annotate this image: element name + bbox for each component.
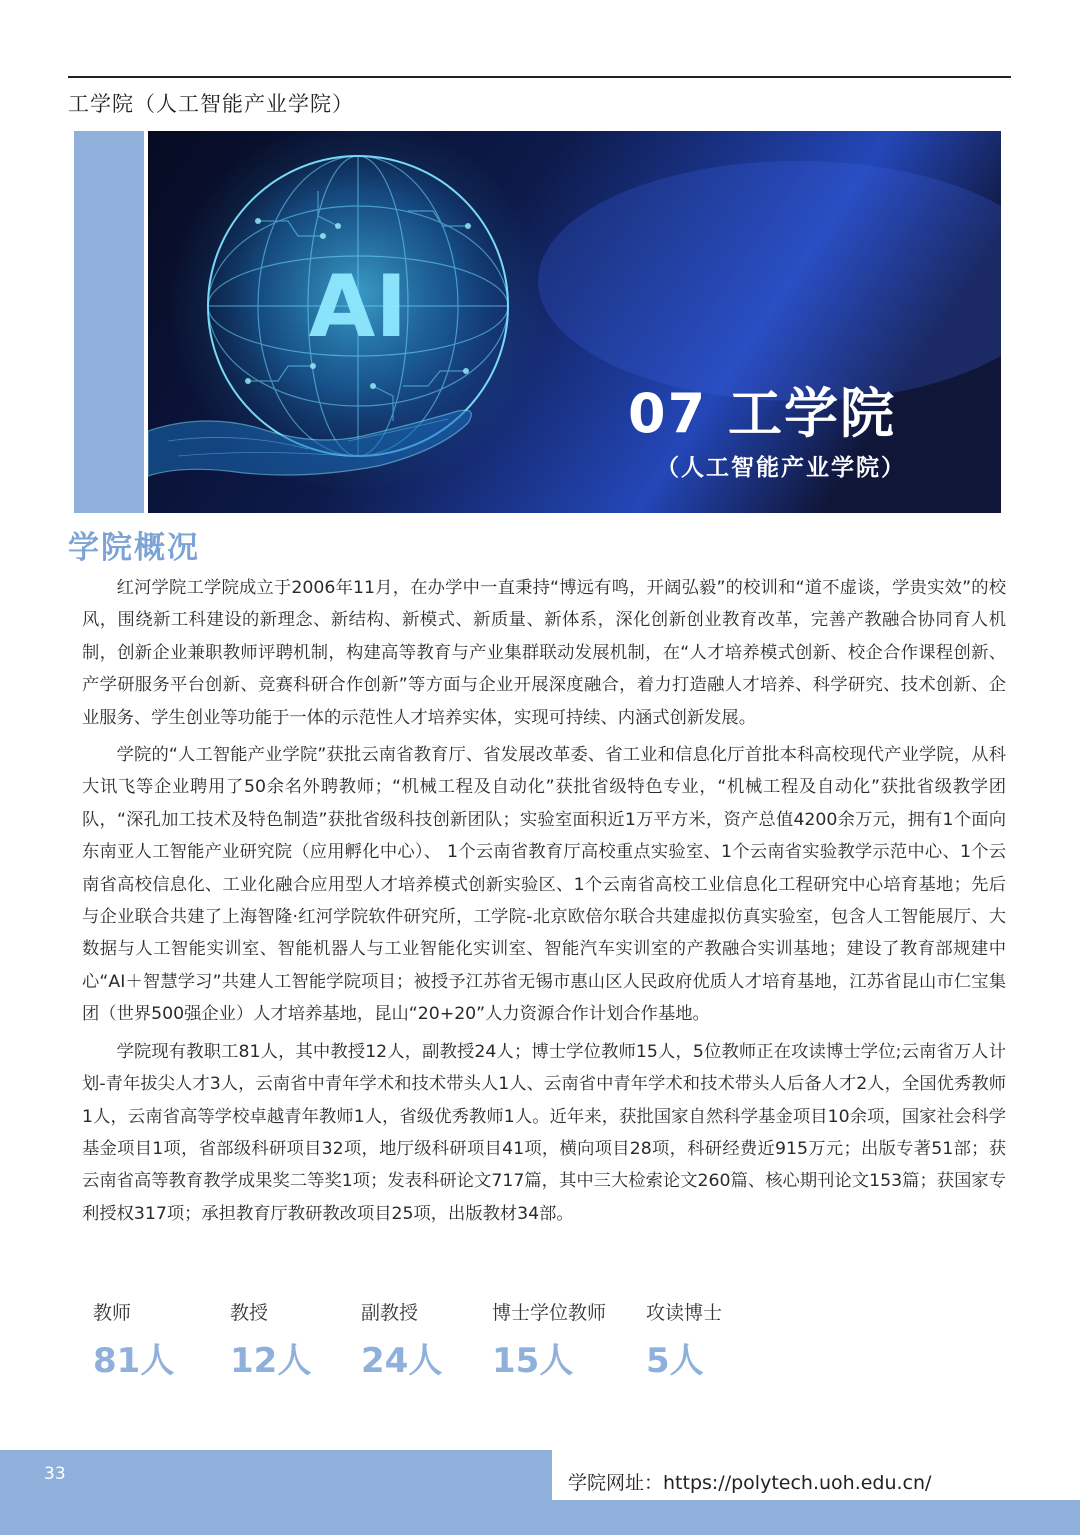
stat-professors [230,1298,311,1382]
stat-label: 博士学位教师 [492,1302,607,1324]
stat-label: 副教授 [361,1302,419,1324]
stat-teachers [93,1298,174,1382]
stat-phd-teachers [492,1298,606,1382]
page-number: 33 [44,1464,66,1484]
stat-associate-professors [361,1298,442,1382]
running-header: 工学院（人工智能产业学院） [68,92,354,116]
stat-value: 24人 [361,1341,443,1381]
paragraph: 学院现有教职工81人，其中教授12人，副教授24人；博士学位教师15人，5位教师正在攻读博士学位;云南省万人计划-青年拔尖人才3人，云南省中青年学术和技术带头人1人、云南省中青年学术和技术带头人后备人才2人，全国优秀教师1人，云南省高等学校卓越青年教师1人，省级优秀教师1人。近年来，获批国家自然科学基金项目10余项，国家社会科学基金项目1项，省部级科研项目32项，地厅级科研项目41项，横向项目28项，科研经费近915万元；出版专著51部；获云南省高等教育教学成果奖二等奖1项；发表科研论文717篇，其中三大检索论文260篇、核心期刊论文153篇；获国家专利授权317项；承担教育厅教研教改项目25项，出版教材34部。 [82,1041,1006,1224]
top-divider [68,76,1011,78]
footer-bar-left [0,1450,552,1535]
banner-title: 07 工学院 [628,382,896,445]
stats-row [93,1298,793,1388]
banner [148,131,1001,513]
section-heading: 学院概况 [68,530,200,566]
banner-accent-bar [74,131,144,513]
stat-label: 攻读博士 [646,1302,723,1324]
stat-value: 12人 [230,1341,312,1381]
website-link[interactable]: 学院网址：https://polytech.uoh.edu.cn/ [568,1472,932,1494]
stat-value: 15人 [492,1341,574,1381]
banner-subtitle: （人工智能产业学院） [656,455,906,481]
paragraph: 学院的“人工智能产业学院”获批云南省教育厅、省发展改革委、省工业和信息化厅首批本科高校现代产业学院，从科大讯飞等企业聘用了50余名外聘教师；“机械工程及自动化”获批省级特色专业，“机械工程及自动化”获批省级教学团队，“深孔加工技术及特色制造”获批省级科技创新团队；实验室面积近1万平方米，资产总值4200余万元，拥有1个面向东南亚人工智能产业研究院（应用孵化中心）、 1个云南省教育厅高校重点实验室、1个云南省实验教学示范中心、1个云南省高校信息化、工业化融合应用型人才培养模式创新实验区、1个云南省高校工业信息化工程研究中心培育基地；先后与企业联合共建了上海智隆·红河学院软件研究所，工学院-北京欧倍尔联合共建虚拟仿真实验室，包含人工智能展厅、大数据与人工智能实训室、智能机器人与工业智能化实训室、智能汽车实训室的产教融合实训基地；建设了教育部规建中心“AI＋智慧学习”共建人工智能学院项目；被授予江苏省无锡市惠山区人民政府优质人才培育基地，江苏省昆山市仁宝集团（世界500强企业）人才培养基地，昆山“20+20”人力资源合作计划合作基地。 [82,745,1006,1025]
stat-label: 教师 [93,1302,132,1324]
stat-pursuing-phd [646,1298,722,1382]
paragraph: 红河学院工学院成立于2006年11月，在办学中一直秉持“博远有鸣，开阔弘毅”的校训和“道不虚谈，学贵实效”的校风，围绕新工科建设的新理念、新结构、新模式、新质量、新体系，深化创新创业教育改革，完善产教融合协同育人机制，创新企业兼职教师评聘机制，构建高等教育与产业集群联动发展机制，在“人才培养模式创新、校企合作课程创新、产学研服务平台创新、竞赛科研合作创新”等方面与企业开展深度融合，着力打造融人才培养、科学研究、技术创新、企业服务、学生创业等功能于一体的示范性人才培养实体，实现可持续、内涵式创新发展。 [82,578,1006,728]
stat-value: 81人 [93,1341,175,1381]
ai-logo-text: AI [308,257,408,357]
stat-value: 5人 [646,1341,704,1381]
body-text [82,572,1006,1235]
stat-label: 教授 [230,1302,269,1324]
footer-bar-right [552,1500,1080,1535]
